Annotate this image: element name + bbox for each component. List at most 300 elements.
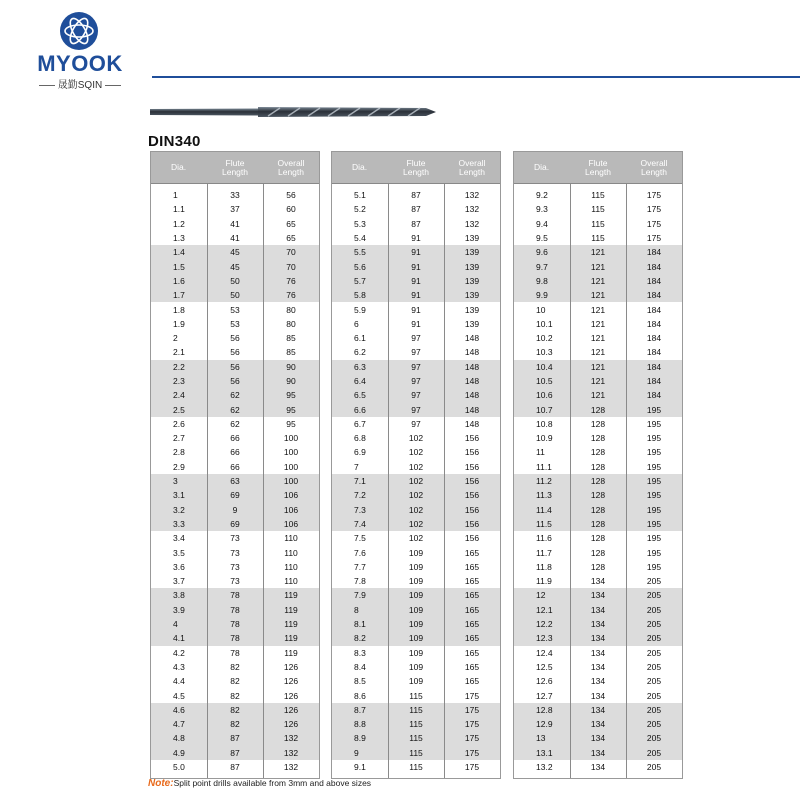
cell-flute-length: 134 (590, 747, 606, 758)
table-row (514, 231, 682, 245)
table-row (151, 531, 319, 545)
cell-overall-length: 90 (286, 361, 296, 372)
cell-flute-length: 109 (408, 619, 424, 630)
cell-flute-length: 115 (591, 204, 605, 215)
cell-dia: 4.7 (173, 719, 185, 730)
table-row (151, 302, 319, 316)
cell-flute-length: 41 (230, 233, 240, 244)
cell-overall-length: 148 (464, 376, 480, 386)
cell-dia: 10.7 (536, 404, 553, 415)
table-row (151, 688, 319, 702)
cell-overall-length: 184 (646, 361, 662, 372)
cell-overall-length: 139 (464, 275, 480, 286)
cell-dia: 5.7 (354, 275, 366, 286)
cell-overall-length: 100 (283, 447, 299, 458)
cell-dia: 4.5 (173, 690, 185, 701)
cell-overall-length: 139 (464, 290, 480, 301)
cell-dia: 6.6 (354, 404, 366, 415)
cell-overall-length: 165 (464, 604, 480, 615)
table-row (332, 217, 500, 231)
cell-flute-length: 115 (591, 190, 605, 201)
table-row (151, 660, 319, 674)
cell-overall-length: 106 (283, 518, 299, 529)
cell-flute-length: 102 (408, 461, 424, 472)
cell-dia: 1.7 (173, 290, 185, 301)
header-dia: Dia. (171, 162, 187, 172)
column-divider (207, 184, 208, 778)
spec-table-3 (513, 151, 683, 779)
cell-overall-length: 165 (464, 561, 480, 572)
table-row (332, 231, 500, 245)
cell-flute-length: 62 (230, 404, 240, 415)
cell-dia: 5.6 (354, 261, 366, 272)
cell-dia: 6.8 (354, 433, 366, 444)
cell-flute-length: 134 (590, 633, 606, 644)
cell-overall-length: 205 (646, 719, 662, 730)
cell-flute-length: 87 (230, 747, 240, 758)
table-row (514, 302, 682, 316)
cell-dia: 12.4 (536, 647, 553, 658)
table-row (151, 560, 319, 574)
cell-flute-length: 97 (411, 376, 421, 386)
cell-dia: 3.3 (173, 518, 185, 529)
cell-dia: 5.5 (354, 247, 366, 258)
cell-flute-length: 128 (590, 533, 606, 544)
cell-overall-length: 184 (646, 275, 662, 286)
cell-flute-length: 121 (590, 290, 606, 301)
cell-flute-length: 82 (230, 704, 240, 715)
cell-flute-length: 53 (230, 318, 240, 329)
cell-overall-length: 205 (646, 704, 662, 715)
cell-overall-length: 110 (284, 561, 298, 572)
cell-flute-length: 109 (408, 604, 424, 615)
cell-overall-length: 139 (464, 304, 480, 315)
cell-overall-length: 195 (646, 476, 662, 487)
table-row (514, 417, 682, 431)
table-row (332, 574, 500, 588)
cell-flute-length: 97 (411, 347, 421, 358)
cell-overall-length: 195 (646, 533, 662, 544)
cell-flute-length: 102 (408, 447, 424, 458)
table-row (514, 317, 682, 331)
table-header (332, 152, 500, 184)
cell-overall-length: 184 (646, 247, 662, 258)
header-flute-length: Flute Length (403, 157, 429, 177)
cell-dia: 1.1 (173, 204, 185, 215)
cell-flute-length: 109 (408, 633, 424, 644)
cell-flute-length: 66 (230, 433, 240, 444)
cell-flute-length: 102 (408, 518, 424, 529)
cell-overall-length: 195 (646, 547, 662, 558)
cell-dia: 1.4 (173, 247, 185, 258)
table-row (151, 202, 319, 216)
cell-dia: 12.8 (536, 704, 553, 715)
cell-flute-length: 62 (230, 418, 240, 429)
cell-overall-length: 184 (646, 333, 662, 344)
cell-overall-length: 126 (283, 661, 299, 672)
cell-overall-length: 148 (464, 418, 480, 429)
cell-overall-length: 195 (646, 461, 662, 472)
table-row (514, 431, 682, 445)
cell-dia: 9.5 (536, 233, 548, 244)
cell-overall-length: 205 (646, 762, 662, 773)
cell-flute-length: 69 (230, 518, 240, 529)
cell-flute-length: 69 (230, 490, 240, 501)
cell-overall-length: 165 (464, 633, 480, 644)
cell-overall-length: 95 (286, 390, 296, 401)
header-overall-length: Overall Length (640, 157, 668, 177)
cell-flute-length: 91 (411, 318, 421, 329)
cell-overall-length: 205 (646, 647, 662, 658)
cell-dia: 12.1 (536, 604, 553, 615)
cell-overall-length: 175 (464, 704, 480, 715)
cell-dia: 2 (173, 333, 178, 344)
cell-overall-length: 184 (646, 390, 662, 401)
table-row (514, 460, 682, 474)
cell-dia: 6 (354, 318, 359, 329)
cell-overall-length: 148 (464, 361, 480, 372)
cell-overall-length: 195 (646, 561, 662, 572)
cell-dia: 4.6 (173, 704, 185, 715)
cell-flute-length: 109 (408, 661, 424, 672)
cell-dia: 7.3 (354, 504, 366, 515)
cell-dia: 2.2 (173, 361, 185, 372)
cell-flute-length: 56 (230, 333, 240, 344)
cell-overall-length: 175 (464, 733, 480, 744)
cell-overall-length: 156 (464, 447, 480, 458)
cell-overall-length: 184 (646, 376, 662, 386)
column-divider (444, 184, 445, 778)
table-row (151, 760, 319, 774)
table-row (514, 188, 682, 202)
cell-dia: 12 (536, 590, 546, 601)
cell-overall-length: 80 (286, 304, 296, 315)
cell-overall-length: 56 (286, 190, 296, 201)
cell-flute-length: 134 (590, 576, 606, 587)
cell-dia: 2.9 (173, 461, 185, 472)
brand-subtitle: 晟勤SQIN (30, 76, 130, 91)
cell-overall-length: 148 (464, 333, 480, 344)
cell-flute-length: 109 (408, 590, 424, 601)
cell-dia: 10.9 (536, 433, 553, 444)
cell-dia: 8.9 (354, 733, 366, 744)
cell-dia: 9.1 (354, 762, 366, 773)
cell-dia: 11 (536, 447, 545, 458)
cell-flute-length: 9 (232, 504, 238, 515)
cell-overall-length: 65 (286, 233, 296, 244)
cell-overall-length: 119 (284, 590, 298, 601)
cell-dia: 4.4 (173, 676, 185, 687)
cell-flute-length: 134 (590, 704, 606, 715)
cell-dia: 7 (354, 461, 359, 472)
cell-dia: 3 (173, 476, 178, 487)
cell-flute-length: 134 (590, 676, 606, 687)
cell-flute-length: 115 (591, 218, 605, 229)
cell-flute-length: 82 (230, 690, 240, 701)
cell-overall-length: 106 (283, 490, 299, 501)
cell-flute-length: 102 (408, 504, 424, 515)
cell-overall-length: 184 (646, 290, 662, 301)
cell-flute-length: 78 (230, 604, 240, 615)
cell-flute-length: 45 (230, 247, 240, 258)
cell-dia: 7.5 (354, 533, 366, 544)
cell-flute-length: 45 (230, 261, 240, 272)
cell-dia: 11.4 (536, 504, 552, 515)
cell-dia: 5.9 (354, 304, 366, 315)
table-row (332, 202, 500, 216)
cell-dia: 8.2 (354, 633, 366, 644)
cell-overall-length: 76 (286, 275, 296, 286)
cell-flute-length: 134 (590, 762, 606, 773)
cell-overall-length: 95 (286, 418, 296, 429)
cell-flute-length: 66 (230, 447, 240, 458)
cell-dia: 1 (173, 190, 178, 201)
cell-overall-length: 148 (464, 404, 480, 415)
logo-emblem-icon (58, 10, 100, 52)
cell-dia: 4.2 (173, 647, 185, 658)
cell-flute-length: 91 (411, 275, 421, 286)
cell-dia: 8.5 (354, 676, 366, 687)
cell-flute-length: 121 (590, 275, 606, 286)
cell-overall-length: 119 (284, 604, 298, 615)
cell-dia: 12.2 (536, 619, 553, 630)
cell-flute-length: 73 (230, 576, 240, 587)
cell-flute-length: 128 (590, 461, 606, 472)
cell-flute-length: 73 (230, 533, 240, 544)
cell-dia: 8.6 (354, 690, 366, 701)
cell-flute-length: 56 (230, 347, 240, 358)
cell-flute-length: 56 (230, 361, 240, 372)
cell-dia: 2.7 (173, 433, 185, 444)
cell-overall-length: 95 (286, 404, 296, 415)
table-row (332, 445, 500, 459)
cell-overall-length: 165 (464, 576, 480, 587)
table-row (514, 545, 682, 559)
cell-overall-length: 156 (464, 518, 480, 529)
table-row (514, 674, 682, 688)
cell-overall-length: 184 (646, 304, 662, 315)
table-row (514, 202, 682, 216)
table-row (514, 560, 682, 574)
cell-overall-length: 195 (646, 447, 662, 458)
cell-overall-length: 126 (283, 690, 299, 701)
cell-dia: 10.3 (536, 347, 553, 358)
cell-overall-length: 156 (464, 433, 480, 444)
cell-flute-length: 128 (590, 433, 606, 444)
cell-dia: 4.3 (173, 661, 185, 672)
cell-dia: 5.2 (354, 204, 366, 215)
cell-flute-length: 97 (411, 361, 421, 372)
cell-overall-length: 70 (286, 261, 296, 272)
cell-flute-length: 121 (590, 304, 606, 315)
cell-dia: 6.5 (354, 390, 366, 401)
cell-flute-length: 121 (590, 318, 606, 329)
cell-flute-length: 115 (409, 747, 423, 758)
table-row (332, 760, 500, 774)
note-label: Note: (148, 778, 174, 789)
cell-flute-length: 109 (408, 561, 424, 572)
cell-flute-length: 134 (590, 604, 606, 615)
cell-flute-length: 134 (590, 690, 606, 701)
table-row (332, 302, 500, 316)
cell-dia: 13.1 (536, 747, 553, 758)
cell-flute-length: 37 (230, 204, 240, 215)
page-title: DIN340 (148, 133, 201, 150)
cell-flute-length: 121 (590, 247, 606, 258)
cell-flute-length: 128 (590, 490, 606, 501)
brand-name: MYOOK (37, 51, 123, 76)
cell-overall-length: 139 (464, 261, 480, 272)
cell-flute-length: 121 (590, 347, 606, 358)
table-row (332, 560, 500, 574)
cell-overall-length: 110 (284, 576, 298, 587)
cell-dia: 3.8 (173, 590, 185, 601)
cell-dia: 11.6 (536, 533, 552, 544)
cell-overall-length: 205 (646, 661, 662, 672)
cell-flute-length: 121 (590, 333, 606, 344)
header-overall-length: Overall Length (458, 157, 486, 177)
cell-overall-length: 165 (464, 547, 480, 558)
column-divider (263, 184, 264, 778)
cell-flute-length: 97 (411, 390, 421, 401)
cell-flute-length: 128 (590, 418, 606, 429)
table-row (514, 574, 682, 588)
cell-dia: 3.7 (173, 576, 185, 587)
cell-dia: 10.5 (536, 376, 553, 386)
cell-dia: 10.2 (536, 333, 553, 344)
cell-flute-length: 102 (408, 433, 424, 444)
table-row (151, 417, 319, 431)
cell-flute-length: 115 (591, 233, 605, 244)
footnote (148, 778, 371, 789)
cell-overall-length: 205 (646, 619, 662, 630)
cell-overall-length: 195 (646, 433, 662, 444)
cell-overall-length: 184 (646, 318, 662, 329)
cell-overall-length: 80 (286, 318, 296, 329)
cell-overall-length: 184 (646, 261, 662, 272)
cell-overall-length: 205 (646, 747, 662, 758)
table-row (514, 445, 682, 459)
table-row (151, 345, 319, 359)
cell-overall-length: 156 (464, 504, 480, 515)
table-row (151, 674, 319, 688)
table-row (151, 545, 319, 559)
cell-overall-length: 195 (646, 418, 662, 429)
cell-dia: 2.5 (173, 404, 185, 415)
table-row (332, 646, 500, 660)
table-row (514, 660, 682, 674)
table-row (332, 460, 500, 474)
company-logo (30, 8, 130, 91)
cell-dia: 3.4 (173, 533, 185, 544)
cell-dia: 3.9 (173, 604, 185, 615)
table-row (332, 317, 500, 331)
table-row (151, 188, 319, 202)
cell-flute-length: 97 (411, 333, 421, 344)
cell-flute-length: 109 (408, 676, 424, 687)
cell-dia: 8.8 (354, 719, 366, 730)
table-row (332, 417, 500, 431)
cell-overall-length: 139 (464, 233, 480, 244)
cell-overall-length: 106 (283, 504, 299, 515)
cell-dia: 6.2 (354, 347, 366, 358)
cell-dia: 5.8 (354, 290, 366, 301)
cell-dia: 2.1 (173, 347, 185, 358)
cell-overall-length: 85 (286, 347, 296, 358)
cell-dia: 6.3 (354, 361, 366, 372)
cell-overall-length: 205 (646, 676, 662, 687)
cell-overall-length: 156 (464, 533, 480, 544)
table-row (332, 345, 500, 359)
cell-dia: 12.7 (536, 690, 553, 701)
cell-overall-length: 110 (284, 547, 298, 558)
header-dia: Dia. (352, 162, 368, 172)
cell-dia: 11.2 (536, 476, 552, 487)
cell-overall-length: 139 (464, 247, 480, 258)
cell-overall-length: 76 (286, 290, 296, 301)
cell-dia: 10 (536, 304, 546, 315)
cell-dia: 7.8 (354, 576, 366, 587)
table-header (151, 152, 319, 184)
cell-flute-length: 78 (230, 590, 240, 601)
cell-dia: 1.9 (173, 318, 185, 329)
cell-dia: 10.8 (536, 418, 553, 429)
cell-overall-length: 175 (464, 747, 480, 758)
table-row (151, 431, 319, 445)
cell-overall-length: 60 (286, 204, 296, 215)
cell-overall-length: 165 (464, 619, 480, 630)
table-row (151, 231, 319, 245)
table-row (151, 445, 319, 459)
cell-flute-length: 128 (590, 476, 606, 487)
cell-flute-length: 128 (590, 518, 606, 529)
cell-overall-length: 205 (646, 604, 662, 615)
cell-flute-length: 91 (411, 304, 421, 315)
cell-overall-length: 195 (646, 490, 662, 501)
cell-dia: 7.4 (354, 518, 366, 529)
table-row (514, 688, 682, 702)
cell-overall-length: 175 (646, 218, 662, 229)
cell-flute-length: 87 (411, 204, 421, 215)
cell-dia: 9.6 (536, 247, 548, 258)
cell-dia: 13 (536, 733, 546, 744)
cell-dia: 4.8 (173, 733, 185, 744)
cell-flute-length: 78 (230, 633, 240, 644)
cell-overall-length: 175 (464, 762, 480, 773)
note-text: Split point drills available from 3mm and above sizes (173, 778, 372, 788)
cell-dia: 2.3 (173, 376, 185, 386)
cell-overall-length: 205 (646, 633, 662, 644)
cell-dia: 11.9 (536, 576, 552, 587)
cell-flute-length: 128 (590, 547, 606, 558)
cell-flute-length: 134 (590, 590, 606, 601)
cell-flute-length: 128 (590, 447, 606, 458)
cell-overall-length: 175 (646, 190, 662, 201)
cell-flute-length: 50 (230, 290, 240, 301)
table-row (332, 660, 500, 674)
cell-dia: 1.5 (173, 261, 185, 272)
cell-dia: 3.5 (173, 547, 185, 558)
cell-overall-length: 165 (464, 590, 480, 601)
cell-dia: 7.2 (354, 490, 366, 501)
cell-dia: 9.8 (536, 275, 548, 286)
cell-dia: 1.3 (173, 233, 185, 244)
cell-flute-length: 115 (409, 690, 423, 701)
cell-dia: 13.2 (536, 762, 553, 773)
cell-dia: 9.3 (536, 204, 548, 215)
cell-dia: 5.3 (354, 218, 366, 229)
cell-flute-length: 91 (411, 290, 421, 301)
